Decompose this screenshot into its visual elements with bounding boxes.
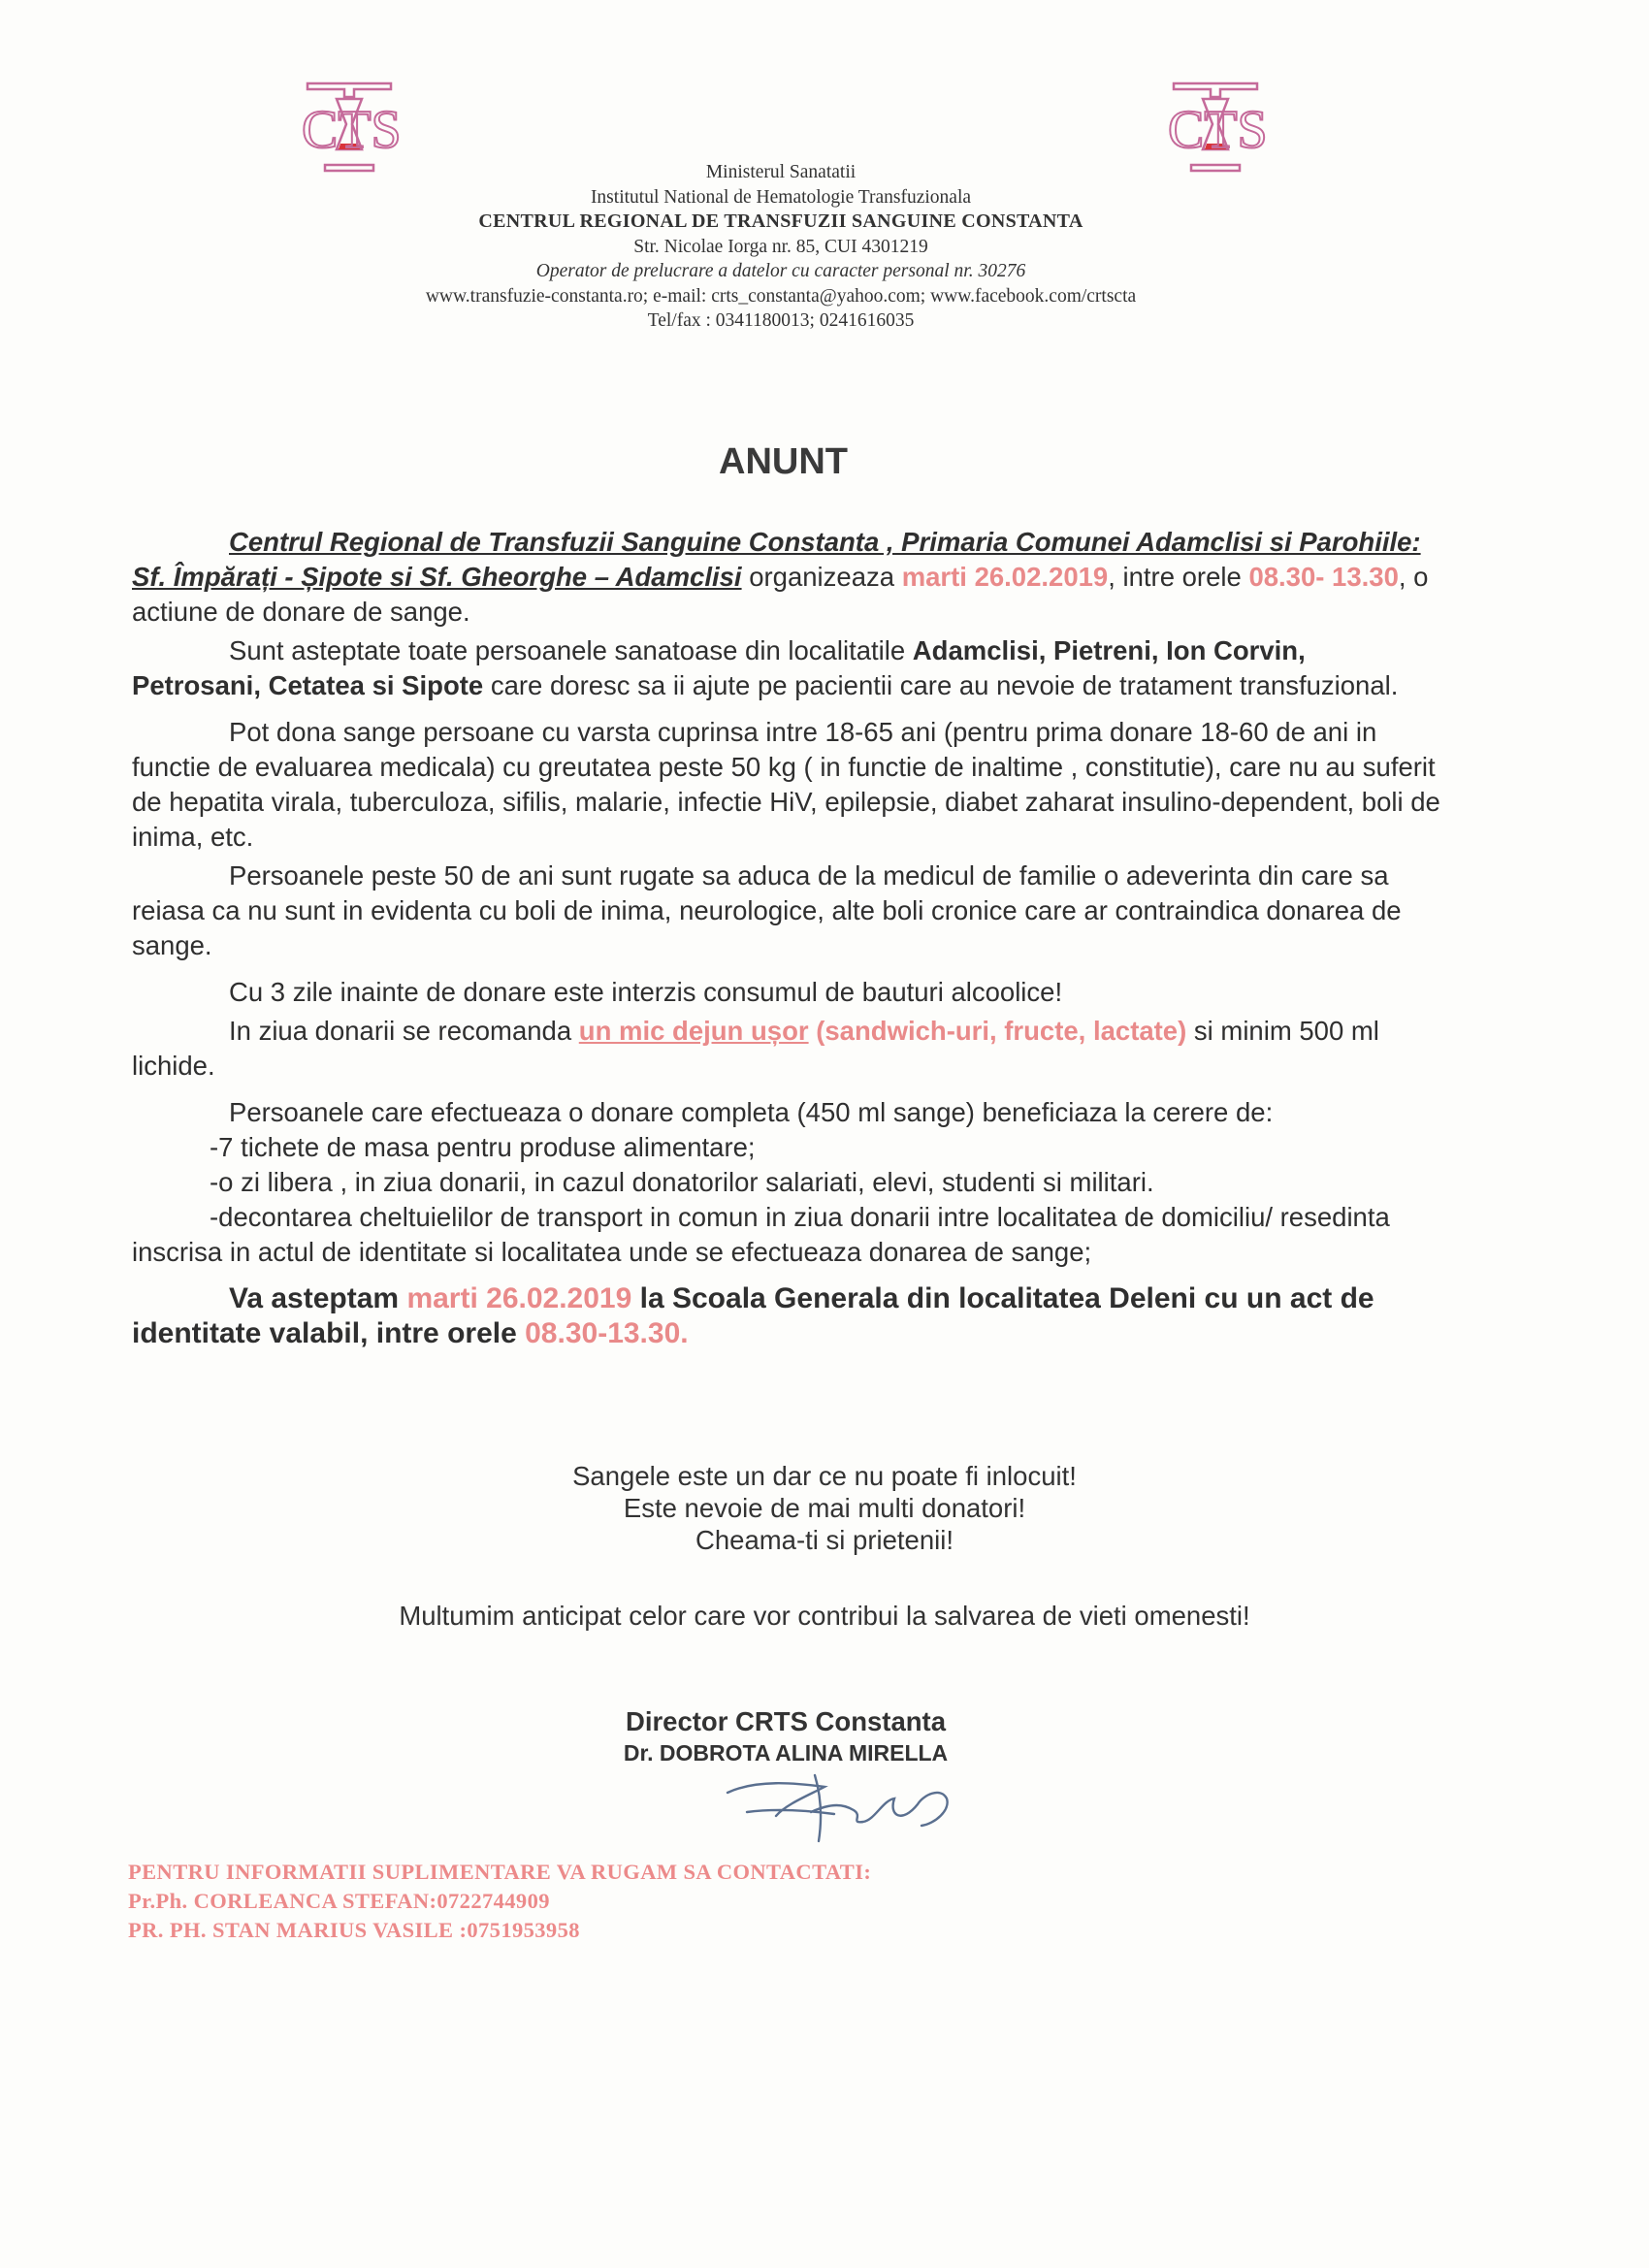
closing-line: Sangele este un dar ce nu poate fi inlocuit! [572, 1461, 1077, 1491]
signatory-block [543, 1705, 1028, 1767]
handwritten-signature [718, 1766, 960, 1863]
invitation-place: Scoala Generala din localitatea Deleni [671, 1282, 1197, 1314]
announcement-body [132, 525, 1441, 1351]
alcohol-notice: Cu 3 zile inainte de donare este interzis consumul de bauturi alcoolice! [229, 977, 1063, 1007]
closing-line: Cheama-ti si prietenii! [695, 1525, 954, 1555]
breakfast-paragraph: In ziua donarii se recomanda un mic dejun ușor (sandwich-uri, fructe, lactate) si minim 500 ml lichide. [132, 1016, 1379, 1081]
contact-person: Pr.Ph. CORLEANCA STEFAN:0722744909 [128, 1889, 550, 1913]
contact-heading: PENTRU INFORMATII SUPLIMENTARE VA RUGAM SA CONTACTATI: [128, 1860, 872, 1884]
thanks-line: Multumim anticipat celor care vor contribui la salvarea de vieti omenesti! [399, 1601, 1250, 1631]
localities: Adamclisi, Pietreni, Ion Corvin, Petrosani, Cetatea si Sipote [132, 635, 1306, 700]
invitation-paragraph: Va asteptam marti 26.02.2019 la Scoala Generala din localitatea Deleni cu un act de identitate valabil, intre orele 08.30-13.30. [132, 1282, 1374, 1349]
letterhead [233, 160, 1329, 334]
closing-lines [0, 1460, 1649, 1556]
invitation-hours: 08.30-13.30. [525, 1317, 689, 1349]
benefit-item: -o zi libera , in ziua donarii, in cazul donatorilor salariati, elevi, studenti si militari. [210, 1167, 1154, 1197]
signatory-name: Dr. DOBROTA ALINA MIRELLA [623, 1740, 949, 1766]
contact-person: PR. PH. STAN MARIUS VASILE :0751953958 [128, 1918, 580, 1942]
web-line: www.transfuzie-constanta.ro; e-mail: crts_constanta@yahoo.com; www.facebook.com/crtscta [425, 285, 1137, 307]
center-name: CENTRUL REGIONAL DE TRANSFUZII SANGUINE CONSTANTA [478, 211, 1083, 232]
event-date: marti 26.02.2019 [901, 562, 1109, 592]
contact-block [128, 1858, 871, 1945]
phone-line: Tel/fax : 0341180013; 0241616035 [647, 310, 915, 331]
over-50-paragraph: Persoanele peste 50 de ani sunt rugate sa aduca de la medicul de familie o adeverinta din care sa reiasa ca nu sunt in evidenta cu boli de inima, neurologice, alte boli cronice care ar contraindica donarea de sange. [132, 860, 1402, 960]
svg-text:CTS: CTS [1168, 100, 1268, 160]
benefit-item: -7 tichete de masa pentru produse alimentare; [210, 1132, 756, 1162]
closing-line: Este nevoie de mai multi donatori! [623, 1493, 1026, 1523]
event-hours: 08.30- 13.30 [1248, 562, 1399, 592]
signatory-role: Director CRTS Constanta [625, 1706, 947, 1736]
address-line: Str. Nicolae Iorga nr. 85, CUI 4301219 [633, 236, 928, 257]
organizers: Centrul Regional de Transfuzii Sanguine Constanta , Primaria Comunei Adamclisi si Parohiile: Sf. Împărați - Șipote si Sf. Gheorghe – Adamclisi [132, 527, 1421, 592]
operator-line: Operator de prelucrare a datelor cu caracter personal nr. 30276 [535, 261, 1026, 281]
benefits-intro: Persoanele care efectueaza o donare completa (450 ml sange) beneficiaza la cerere de: [229, 1097, 1274, 1127]
intro-paragraph: Centrul Regional de Transfuzii Sanguine Constanta , Primaria Comunei Adamclisi si Parohiile: Sf. Împărați - Șipote si Sf. Gheorghe – Adamclisi organizeaza marti 26.02.2019, intre orele 08.30- 13.30, o actiune de donare de sange. [132, 527, 1429, 627]
eligibility-paragraph: Pot dona sange persoane cu varsta cuprinsa intre 18-65 ani (pentru prima donare 18-60 de ani in functie de evaluarea medicala) cu greutatea peste 50 kg ( in functie de inaltime , constitutie), care nu au suferit de hepatita virala, tuberculoza, sifilis, malarie, infectie HiV, epilepsie, diabet zaharat insulino-dependent, boli de inima, etc. [132, 717, 1440, 852]
breakfast-link[interactable]: un mic dejun ușor [578, 1016, 809, 1046]
page-title: ANUNT [719, 441, 848, 482]
institute-line: Institutul National de Hematologie Transfuzionala [590, 186, 972, 208]
ministry-line: Ministerul Sanatatii [705, 162, 857, 182]
benefit-item: -decontarea cheltuielilor de transport in comun in ziua donarii intre localitatea de domiciliu/ resedinta inscrisa in actul de identitate si localitatea unde se efectueaza donarea de sange; [132, 1202, 1390, 1267]
svg-text:CTS: CTS [302, 100, 402, 160]
invitation-date: marti 26.02.2019 [406, 1282, 632, 1314]
audience-paragraph: Sunt asteptate toate persoanele sanatoase din localitatile Adamclisi, Pietreni, Ion Corvin, Petrosani, Cetatea si Sipote care doresc sa ii ajute pe pacientii care au nevoie de tratament transfuzional. [132, 635, 1399, 700]
